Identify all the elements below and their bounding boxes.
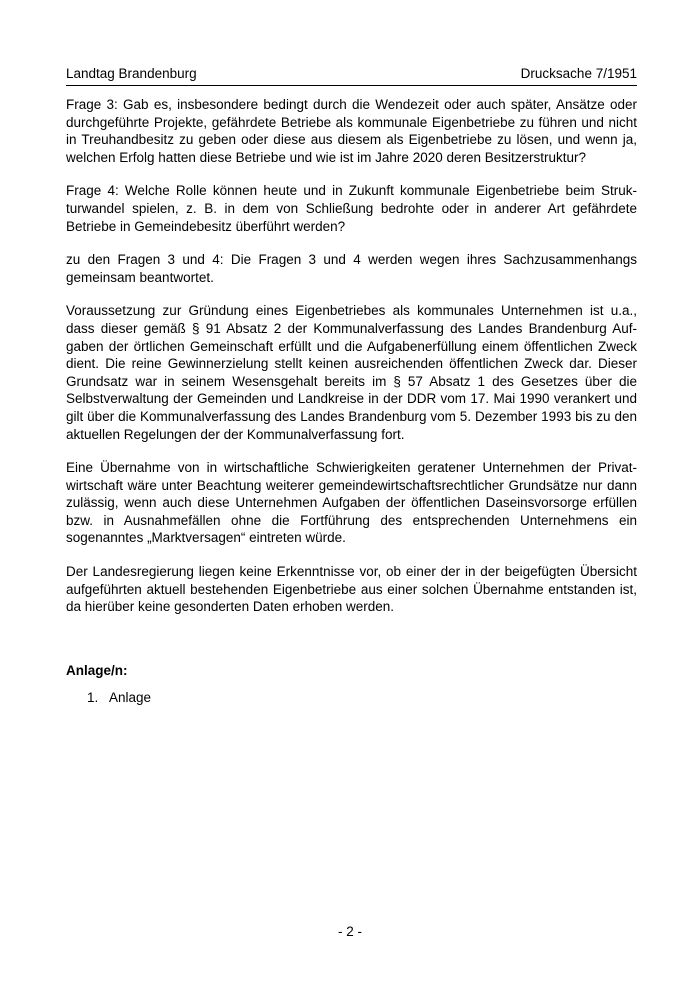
page-header xyxy=(66,65,637,86)
header-document-number: Drucksache 7/1951 xyxy=(520,66,637,81)
question-4-paragraph: Frage 4: Welche Rolle können heute und in Zukunft kommunale Eigenbetriebe beim Strukturwandel spielen, z. B. in dem von Schließung bedrohte oder in anderer Art gefährdete Betriebe in Gemeindebesitz überführt werden? xyxy=(66,183,637,234)
annex-item-number: 1. xyxy=(87,690,99,705)
header-parliament: Landtag Brandenburg xyxy=(66,66,197,81)
answer-paragraph: Voraussetzung zur Gründung eines Eigenbetriebes als kommunales Unternehmen ist u.a., dass dieser gemäß § 91 Absatz 2 der Kommunalverfassung des Landes Brandenburg Aufgaben der örtlichen Gemeinschaft erfüllt und die Aufgabenerfüllung einem öffentlichen Zweck dient. Die reine Gewinnerzielung stellt keinen ausreichenden öffentlichen Zweck dar. Dieser Grundsatz war in seinem Wesensgehalt bereits im § 57 Absatz 1 des Gesetzes über die Selbstverwaltung der Gemeinden und Landkreise in der DDR vom 17. Mai 1990 verankert und gilt über die Kommunalverfassung des Landes Brandenburg vom 5. Dezember 1993 bis zu den aktuellen Regelungen der der Kommunalverfassung fort. xyxy=(66,303,637,442)
question-3-paragraph: Frage 3: Gab es, insbesondere bedingt durch die Wendezeit oder auch später, Ansätze oder durchgeführte Projekte, gefährdete Betriebe als kommunale Eigenbetriebe zu führen und nicht in Treuhandbesitz zu geben oder diese aus diesem als Eigenbetriebe zu lösen, und wenn ja, welchen Erfolg hatten diese Betriebe und wie ist im Jahre 2020 deren Besitzerstruktur? xyxy=(66,97,637,165)
page-number: - 2 - xyxy=(337,924,362,939)
document-body xyxy=(66,96,637,632)
answer-paragraph: Der Landesregierung liegen keine Erkenntnisse vor, ob einer der in der beigefügten Übersicht aufgeführten aktuell bestehenden Eigenbetriebe aus einer solchen Übernahme entstanden ist, da hierüber keine gesonderten Daten erhoben werden. xyxy=(66,564,637,615)
annex-item-label: Anlage xyxy=(109,690,152,705)
annex-item[interactable] xyxy=(87,690,151,705)
answer-paragraph: Eine Übernahme von in wirtschaftliche Schwierigkeiten geratener Unternehmen der Privatwirtschaft wäre unter Beachtung weiterer gemeindewirtschaftsrechtlicher Grundsätze nur dann zulässig, wenn auch diese Unternehmen Aufgaben der öffentlichen Daseinsvorsorge erfüllen bzw. in Ausnahmefällen ohne die Fortführung des entsprechenden Unternehmens ein sogenanntes „Marktversagen“ eintreten würde. xyxy=(66,460,637,546)
annex-title: Anlage/n: xyxy=(66,663,128,678)
annex-list xyxy=(87,690,151,705)
answer-intro-paragraph: zu den Fragen 3 und 4: Die Fragen 3 und 4 werden wegen ihres Sachzusammenhangs gemeinsam beantwortet. xyxy=(66,252,637,285)
